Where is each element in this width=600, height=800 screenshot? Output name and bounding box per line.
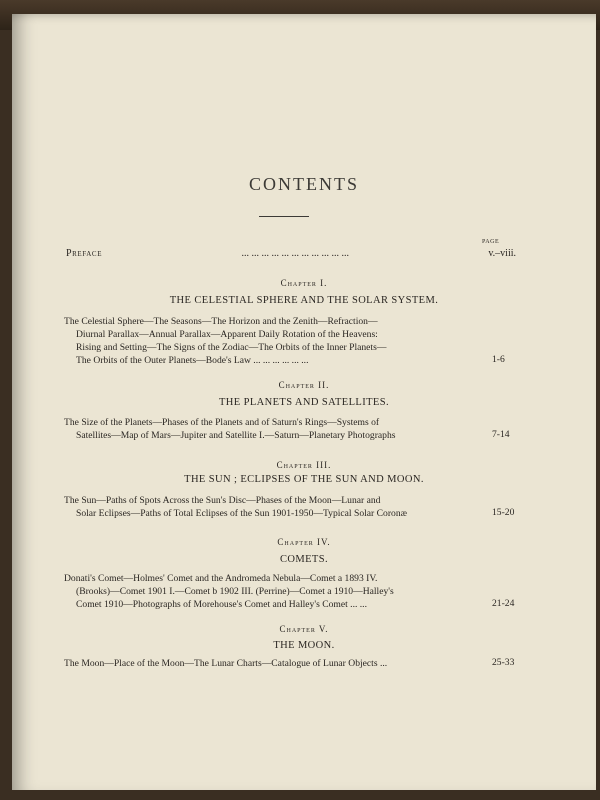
- chapter-4-line: Donati's Comet—Holmes' Comet and the Andromeda Nebula—Comet a 1893 IV.: [64, 573, 378, 584]
- chapter-3-pages: 15-20: [492, 507, 515, 518]
- preface-label: Preface: [66, 248, 103, 259]
- chapter-4-pages: 21-24: [492, 598, 515, 609]
- chapter-4-number: Chapter IV.: [277, 537, 331, 547]
- chapter-1-line: Rising and Setting—The Signs of the Zodiac—The Orbits of the Inner Planets—: [76, 342, 387, 353]
- chapter-4-title: COMETS.: [279, 554, 328, 565]
- chapter-5-line: The Moon—Place of the Moon—The Lunar Charts—Catalogue of Lunar Objects ...: [64, 658, 388, 669]
- chapter-2-line: The Size of the Planets—Phases of the Planets and of Saturn's Rings—Systems of: [64, 417, 380, 428]
- chapter-3-line: The Sun—Paths of Spots Across the Sun's Disc—Phases of the Moon—Lunar and: [64, 495, 381, 506]
- chapter-4-line: Comet 1910—Photographs of Morehouse's Comet and Halley's Comet ... ...: [76, 599, 367, 610]
- preface-leader: ... ... ... ... ... ... ... ... ... ... ...: [241, 248, 349, 259]
- chapter-2-pages: 7-14: [492, 429, 510, 440]
- chapter-1-line: The Orbits of the Outer Planets—Bode's Law ... ... ... ... ... ...: [76, 355, 309, 366]
- chapter-5-entry: [64, 657, 516, 670]
- chapter-3-number: Chapter III.: [276, 460, 332, 470]
- chapter-2-title: THE PLANETS AND SATELLITES.: [218, 397, 390, 408]
- chapter-4-line: (Brooks)—Comet 1901 I.—Comet b 1902 III. (Perrine)—Comet a 1910—Halley's: [76, 586, 394, 597]
- chapter-1-pages: 1-6: [492, 354, 505, 365]
- chapter-1-entry: [64, 315, 516, 367]
- chapter-2-entry: [64, 416, 516, 442]
- chapter-4-entry: [64, 572, 516, 611]
- chapter-3-line: Solar Eclipses—Paths of Total Eclipses of the Sun 1901-1950—Typical Solar Coronæ: [76, 508, 408, 519]
- chapter-1-line: The Celestial Sphere—The Seasons—The Horizon and the Zenith—Refraction—: [64, 316, 378, 327]
- page-title: CONTENTS: [249, 174, 359, 194]
- chapter-3-entry: [64, 494, 516, 520]
- preface-pages: v.–viii.: [488, 248, 516, 259]
- chapter-2-line: Satellites—Map of Mars—Jupiter and Satellite I.—Saturn—Planetary Photographs: [76, 430, 396, 441]
- chapter-1-line: Diurnal Parallax—Annual Parallax—Apparent Daily Rotation of the Heavens:: [76, 329, 378, 340]
- chapter-1-title: THE CELESTIAL SPHERE AND THE SOLAR SYSTEM.: [169, 295, 439, 306]
- title-rule: [259, 216, 309, 217]
- chapter-5-title: THE MOON.: [273, 640, 335, 651]
- chapter-2-number: Chapter II.: [278, 380, 330, 390]
- chapter-5-pages: 25-33: [492, 657, 515, 668]
- chapter-5-number: Chapter V.: [279, 624, 329, 634]
- page-column-label: PAGE: [482, 239, 500, 245]
- book-page: [12, 14, 596, 790]
- chapter-3-title: THE SUN ; ECLIPSES OF THE SUN AND MOON.: [184, 474, 424, 485]
- chapter-1-number: Chapter I.: [280, 278, 328, 288]
- preface-entry: [66, 248, 516, 259]
